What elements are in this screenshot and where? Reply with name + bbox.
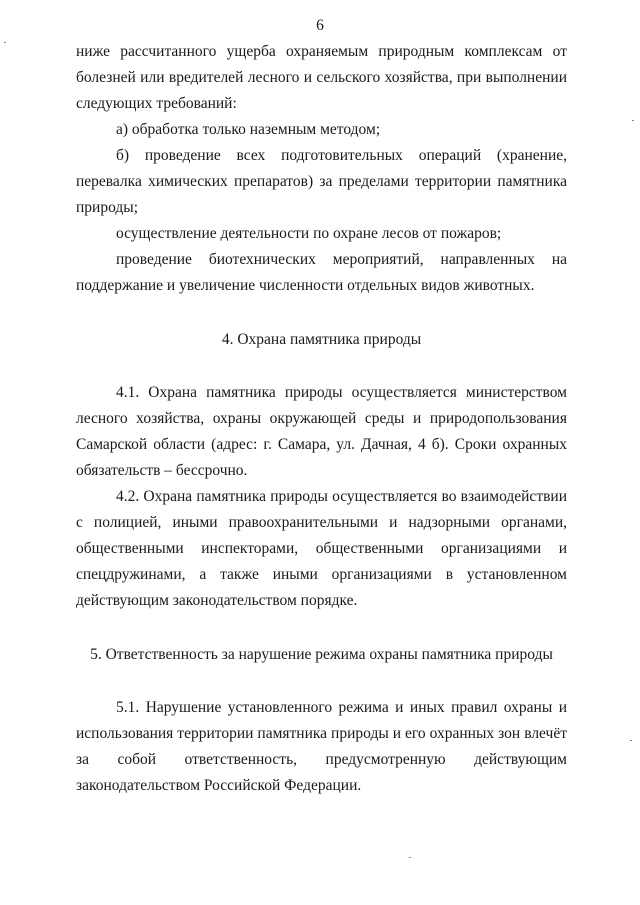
paragraph-4-2: 4.2. Охрана памятника природы осуществляется во взаимодействии с полицией, иными правоохранительными и надзорными органами, общественными инспекторами, общественными организациями и спецдружинами, а также иными организациями в установленном действующим законодательством порядке.: [76, 488, 567, 609]
list-item-a: а) обработка только наземным методом;: [116, 121, 381, 138]
page-number: 6: [316, 17, 324, 34]
scan-speck: [409, 857, 411, 858]
document-body: [76, 39, 567, 799]
paragraph-continuation: ниже рассчитанного ущерба охраняемым природным комплексам от болезней или вредителей лесного и сельского хозяйства, при выполнении следующих требований:: [76, 43, 567, 112]
section-4-heading: 4. Охрана памятника природы: [221, 331, 422, 348]
scan-speck: [630, 740, 632, 741]
list-item-b: б) проведение всех подготовительных операций (хранение, перевалка химических препаратов) за пределами территории памятника природы;: [76, 147, 567, 216]
paragraph-5-1: 5.1. Нарушение установленного режима и иных правил охраны и использования территории памятника природы и его охранных зон влечёт за собой ответственность, предусмотренную действующим законодательством Российской Федерации.: [76, 699, 567, 794]
section-5-heading: 5. Ответственность за нарушение режима охраны памятника природы: [90, 646, 553, 663]
paragraph-biotechnical: проведение биотехнических мероприятий, направленных на поддержание и увеличение численности отдельных видов животных.: [76, 251, 567, 294]
scan-speck: [632, 120, 634, 121]
paragraph-4-1: 4.1. Охрана памятника природы осуществляется министерством лесного хозяйства, охраны окружающей среды и природопользования Самарской области (адрес: г. Самара, ул. Дачная, 4 б). Сроки охранных обязательств – бессрочно.: [76, 384, 567, 479]
paragraph-fire-protection: осуществление деятельности по охране лесов от пожаров;: [116, 225, 502, 242]
scan-speck: [4, 42, 6, 43]
